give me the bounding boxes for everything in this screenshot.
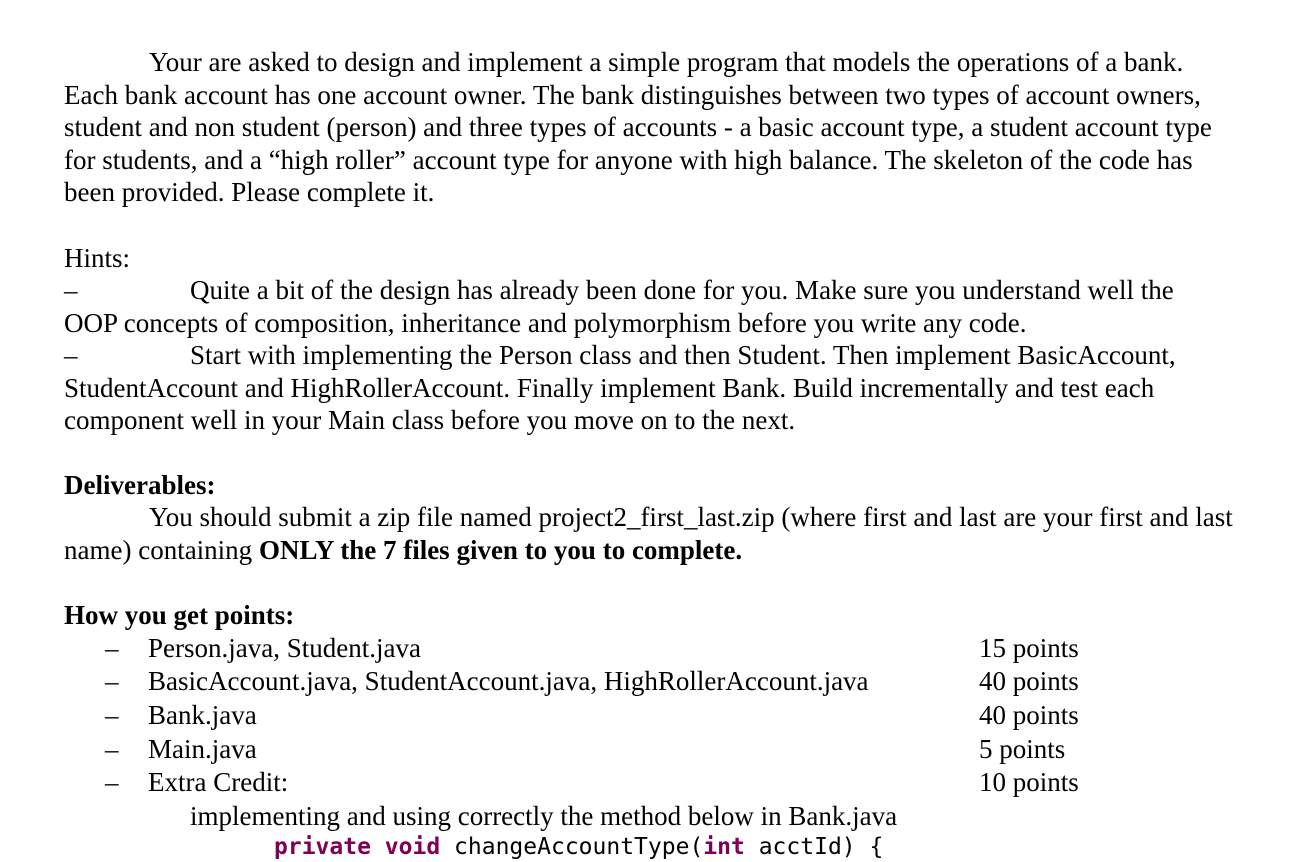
hints-section xyxy=(64,242,1239,437)
points-row xyxy=(64,632,1239,666)
hint-rest: OOP concepts of composition, inheritance and polymorphism before you write any code. xyxy=(64,307,1027,338)
document-page xyxy=(64,46,1239,862)
deliverables-heading: Deliverables: xyxy=(64,469,216,500)
deliverables-section xyxy=(64,469,1239,567)
code-method-name: changeAccountType( xyxy=(454,833,704,860)
points-value: 5 points xyxy=(979,733,1066,764)
points-files: Bank.java xyxy=(148,699,257,730)
dash-bullet: – xyxy=(105,699,119,730)
deliverables-text-bold: ONLY the 7 files given to you to complete. xyxy=(258,534,743,565)
points-list xyxy=(64,632,1239,800)
hints-heading: Hints: xyxy=(64,242,131,273)
points-files: BasicAccount.java, StudentAccount.java, HighRollerAccount.java xyxy=(148,666,869,697)
points-heading: How you get points: xyxy=(64,600,295,630)
points-row xyxy=(64,665,1239,699)
points-value: 40 points xyxy=(979,699,1079,730)
points-row xyxy=(64,733,1239,767)
intro-paragraph xyxy=(64,46,1239,209)
dash-bullet: – xyxy=(105,666,119,697)
intro-first-line: Your are asked to design and implement a simple program that models the operations of a bank. xyxy=(149,47,1184,77)
hint-rest: StudentAccount and HighRollerAccount. Finally implement Bank. Build incrementally and test each component well in your Main class before you move on to the next. xyxy=(64,372,1155,435)
dash-bullet: – xyxy=(64,275,78,305)
dash-bullet: – xyxy=(105,767,119,798)
points-row xyxy=(64,766,1239,800)
dash-bullet: – xyxy=(64,340,78,370)
points-value: 15 points xyxy=(979,632,1079,663)
points-section xyxy=(64,599,1239,862)
points-files: Person.java, Student.java xyxy=(148,632,421,663)
hint-first-line: Quite a bit of the design has already been done for you. Make sure you understand well the xyxy=(190,275,1174,305)
points-row xyxy=(64,699,1239,733)
code-params: acctId) { xyxy=(758,833,884,860)
extra-credit-description: implementing and using correctly the method below in Bank.java xyxy=(190,800,898,831)
points-value: 40 points xyxy=(979,666,1079,697)
dash-bullet: – xyxy=(105,733,119,764)
deliverables-text-start: You should submit a zip file named project2_first_last.zip (where first and last are your first and last name) containing xyxy=(64,502,1233,565)
code-snippet xyxy=(64,832,1239,862)
intro-rest: Each bank account has one account owner. The bank distinguishes between two types of account owners, student and non student (person) and three types of accounts - a basic account type, a student account type for students, and a “high roller” account type for anyone with high balance. The skeleton of the code has been provided. Please complete it. xyxy=(64,79,1212,207)
deliverables-text xyxy=(64,501,1239,566)
code-keyword: void xyxy=(384,833,441,860)
hint-first-line: Start with implementing the Person class and then Student. Then implement BasicAccount, xyxy=(190,340,1176,370)
code-keyword: int xyxy=(703,833,745,860)
hint-item xyxy=(64,274,1239,339)
hint-item xyxy=(64,339,1239,437)
points-value: 10 points xyxy=(979,767,1079,798)
dash-bullet: – xyxy=(105,632,119,663)
points-files: Extra Credit: xyxy=(148,767,289,798)
code-keyword: private xyxy=(274,833,371,860)
points-files: Main.java xyxy=(148,733,257,764)
